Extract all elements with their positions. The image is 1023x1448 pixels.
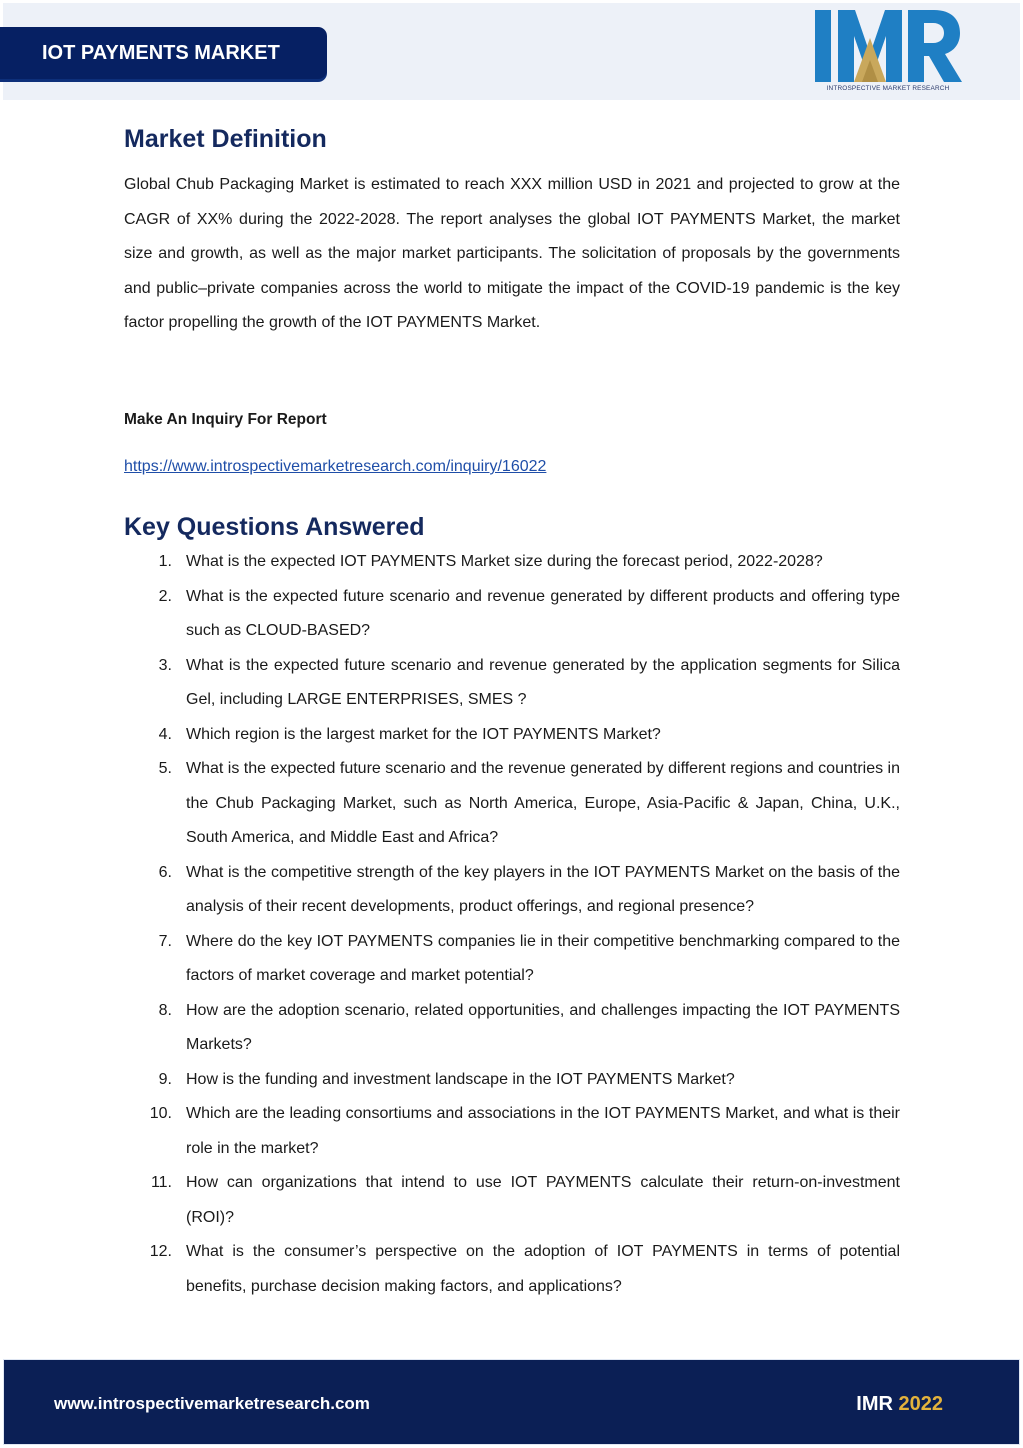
question-text: How is the funding and investment landscape in the IOT PAYMENTS Market? — [186, 1070, 735, 1088]
logo-caption: INTROSPECTIVE MARKET RESEARCH — [826, 85, 950, 92]
question-number: 8. — [158, 1001, 172, 1019]
inquiry-section — [124, 411, 900, 429]
market-definition-section — [124, 125, 900, 154]
imr-logo-mark — [812, 8, 964, 84]
question-item — [124, 925, 900, 994]
footer-brand-name: IMR — [856, 1393, 893, 1415]
question-item — [124, 1097, 900, 1166]
question-text: How are the adoption scenario, related opportunities, and challenges impacting the IOT PAYMENTS Markets? — [186, 1001, 900, 1053]
question-number: 11. — [150, 1174, 172, 1191]
market-definition-body — [124, 168, 900, 341]
question-text: How can organizations that intend to use IOT PAYMENTS calculate their return-on-investment (ROI)? — [186, 1174, 900, 1226]
question-number: 2. — [158, 587, 172, 605]
question-item — [124, 718, 900, 753]
footer-brand — [856, 1393, 943, 1416]
question-text: What is the expected future scenario and the revenue generated by different regions and countries in the Chub Packaging Market, such as North America, Europe, Asia-Pacific & Japan, China, U.K., South America, and Middle East and Africa? — [186, 760, 900, 846]
question-number: 9. — [158, 1070, 172, 1088]
question-item — [124, 580, 900, 649]
inquiry-link[interactable]: https://www.introspectivemarketresearch.com/inquiry/16022 — [124, 458, 547, 475]
report-title-tab — [0, 27, 327, 79]
market-definition-heading: Market Definition — [124, 125, 327, 153]
question-number: 1. — [158, 553, 172, 570]
inquiry-label: Make An Inquiry For Report — [124, 411, 327, 428]
question-text: Where do the key IOT PAYMENTS companies lie in their competitive benchmarking compared to the factors of market coverage and market potential? — [186, 932, 900, 984]
question-number: 4. — [158, 725, 172, 743]
imr-logo — [812, 8, 964, 96]
question-number: 3. — [158, 656, 172, 674]
question-item — [124, 752, 900, 856]
key-questions-heading: Key Questions Answered — [124, 513, 425, 541]
question-item — [124, 856, 900, 925]
footer-website-link[interactable]: www.introspectivemarketresearch.com — [54, 1394, 370, 1413]
question-number: 6. — [158, 863, 172, 881]
question-number: 5. — [158, 760, 172, 777]
question-item — [124, 1235, 900, 1304]
question-item — [124, 994, 900, 1063]
question-text: Which region is the largest market for the IOT PAYMENTS Market? — [186, 725, 661, 743]
question-item — [124, 545, 900, 580]
question-text: What is the consumer’s perspective on the adoption of IOT PAYMENTS in terms of potential benefits, purchase decision making factors, and applications? — [186, 1243, 900, 1295]
footer-year: 2022 — [898, 1393, 943, 1415]
report-title: IOT PAYMENTS MARKET — [42, 41, 280, 64]
question-number: 7. — [158, 932, 172, 950]
question-item — [124, 1063, 900, 1098]
question-text: What is the expected future scenario and revenue generated by the application segments for Silica Gel, including LARGE ENTERPRISES, SMES ? — [186, 656, 900, 708]
footer-bar — [3, 1359, 1020, 1445]
question-item — [124, 1166, 900, 1235]
question-text: Which are the leading consortiums and associations in the IOT PAYMENTS Market, and what is their role in the market? — [186, 1105, 900, 1157]
question-item — [124, 649, 900, 718]
market-definition-paragraph: Global Chub Packaging Market is estimated to reach XXX million USD in 2021 and projected to grow at the CAGR of XX% during the 2022-2028. The report analyses the global IOT PAYMENTS Market, the market size and growth, as well as the major market participants. The solicitation of proposals by the governments and public–private companies across the world to mitigate the impact of the COVID-19 pandemic is the key factor propelling the growth of the IOT PAYMENTS Market. — [124, 176, 900, 331]
question-text: What is the expected future scenario and revenue generated by different products and offering type such as CLOUD-BASED? — [186, 587, 900, 639]
question-text: What is the competitive strength of the key players in the IOT PAYMENTS Market on the basis of the analysis of their recent developments, product offerings, and regional presence? — [186, 863, 900, 915]
key-questions-section — [124, 513, 900, 542]
inquiry-link-wrap — [124, 458, 900, 476]
key-questions-list-wrap — [124, 545, 900, 1304]
question-text: What is the expected IOT PAYMENTS Market size during the forecast period, 2022-2028? — [186, 553, 823, 570]
key-questions-list — [124, 545, 900, 1304]
question-number: 10. — [149, 1105, 172, 1122]
question-number: 12. — [149, 1243, 172, 1260]
